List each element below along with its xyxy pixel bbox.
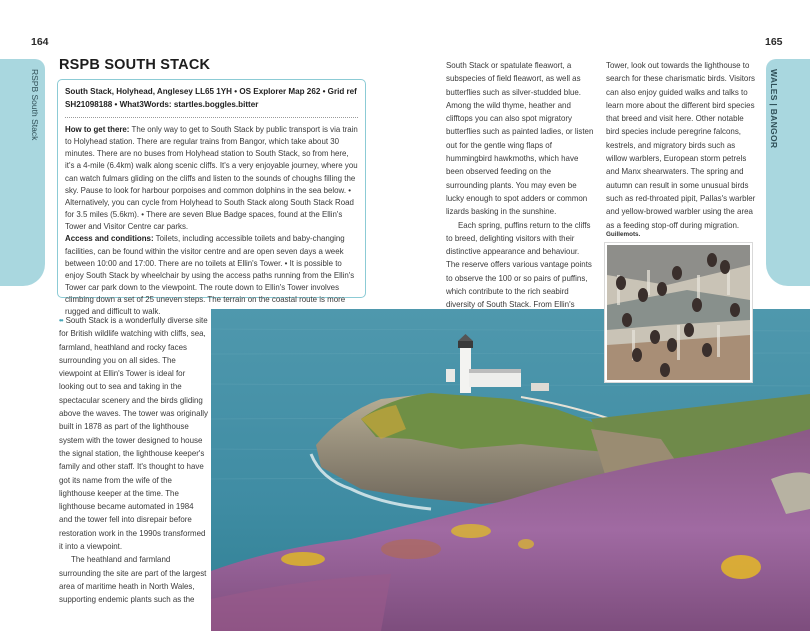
section-tab-right [766, 59, 810, 286]
paragraph: The heathland and farmland surrounding the site are part of the largest area of maritime heath in North Wales, supporting endemic plants such as the [59, 555, 207, 605]
how-to-get-there [65, 124, 358, 233]
paragraph: Tower, look out towards the lighthouse to search for these charismatic birds. Visitors can also enjoy guided walks and talks to learn more about the different bird species that breed and visit here. Other notable bird species include peregrine falcons, kestrels, and migratory birds such as willow warblers, European storm petrels and Manx shearwaters. The spring and autumn can result in some unusual birds such as red-throated pipit, Pallas's warbler and yellow-browed warbler using the area as a feeding stop-off during migration. [606, 61, 756, 230]
paragraph: Each spring, puffins return to the cliffs to breed, delighting visitors with their distinctive appearance and behaviour. The reserve offers various vantage points to observe the 100 or so pairs of puffins, which contribute to the rich seabird diversity of South Stack. From Ellin's [446, 220, 592, 310]
inset-photo-caption: Guillemots. [606, 231, 641, 238]
page-number-left: 164 [31, 36, 49, 48]
body-column-2 [446, 59, 594, 312]
how-to-get-there-label: How to get there: [65, 125, 130, 134]
region-tab-label: WALES | BANGOR [769, 69, 779, 149]
guillemots-photo [605, 243, 752, 382]
section-tab-label: RSPB South Stack [30, 69, 40, 141]
info-box [57, 79, 366, 317]
body-column-1 [59, 314, 209, 607]
paragraph: South Stack or spatulate fleawort, a subspecies of field fleawort, as well as butterflies such as silver-studded blue. Among the wild thyme, heather and clifftops you can also spot migratory butterflies such as painted ladies, or listen out for the gentle wing flaps of hummingbird hawkmoths, which have been observed feeding on the surrounding plants. You may even be lucky enough to spot adders or common lizards basking in the sunshine. [446, 61, 594, 217]
access-and-conditions [65, 233, 358, 318]
paragraph-text: South Stack is a wonderfully diverse site for British wildlife watching with cliffs, sea, farmland, heathland and rocky faces surrounding you on all sides. The viewpoint at Ellin's Tower is ideal for looking out to sea and taking in the spectacular scenery and the birds gliding above the waves. The tower was originally built in 1878 as part of the lighthouse system with the tower designed to house the signal station, the lighthouse keeper's family and other staff. It's thought to have got its name from the wife of the lighthouse keeper at the time. The lighthouse became automated in 1984 and the tower fell into disrepair before restoration work in the 1990s transformed it into a viewpoint. [59, 316, 208, 552]
paragraph [59, 314, 209, 553]
access-text: Toilets, including accessible toilets and baby-changing facilities, can be found within the visitor centre and are open seven days a week between 10:00 and 17:00. There are no toilets at Ellin's Tower. • It is possible to enjoy South Stack by wheelchair by using the access paths running from the Ellin's Tower car park down to the viewpoint. The route down to Ellin's Tower involves climbing down a set of 25 uneven steps. The terrain on the coastal route is more rugged and difficult to walk. [65, 234, 355, 317]
info-box-header: South Stack, Holyhead, Anglesey LL65 1YH • OS Explorer Map 262 • Grid ref SH21098188 • What3Words: startles.boggles.bitter [65, 85, 358, 118]
info-box-body [65, 124, 358, 319]
section-tab-left [0, 59, 45, 286]
access-label: Access and conditions: [65, 234, 154, 244]
article-title: RSPB SOUTH STACK [59, 57, 211, 73]
how-to-get-there-text: The only way to get to South Stack by public transport is via train to Holyhead station. There are regular trains from Bangor, which take about 30 minutes. There are no buses from Holyhead station to South Stack, so from here, it's a 4-mile (6.4km) walk along scenic cliffs. It's a very enjoyable journey, where you can watch fulmars gliding on the cliffs and listen to the sounds of choughs filling the sky. Pause to look for harbour porpoises and common dolphins in the sea below. • Alternatively, you can cycle from Holyhead to South Stack along South Stack Road for 3.5 miles (5.6km). • There are seven Blue Badge spaces, found at the Ellin's Tower and Visitor Centre car parks. [65, 125, 358, 232]
lead-marker-icon: •• [59, 316, 63, 325]
body-column-3 [606, 59, 756, 232]
page-number-right: 165 [765, 36, 783, 48]
